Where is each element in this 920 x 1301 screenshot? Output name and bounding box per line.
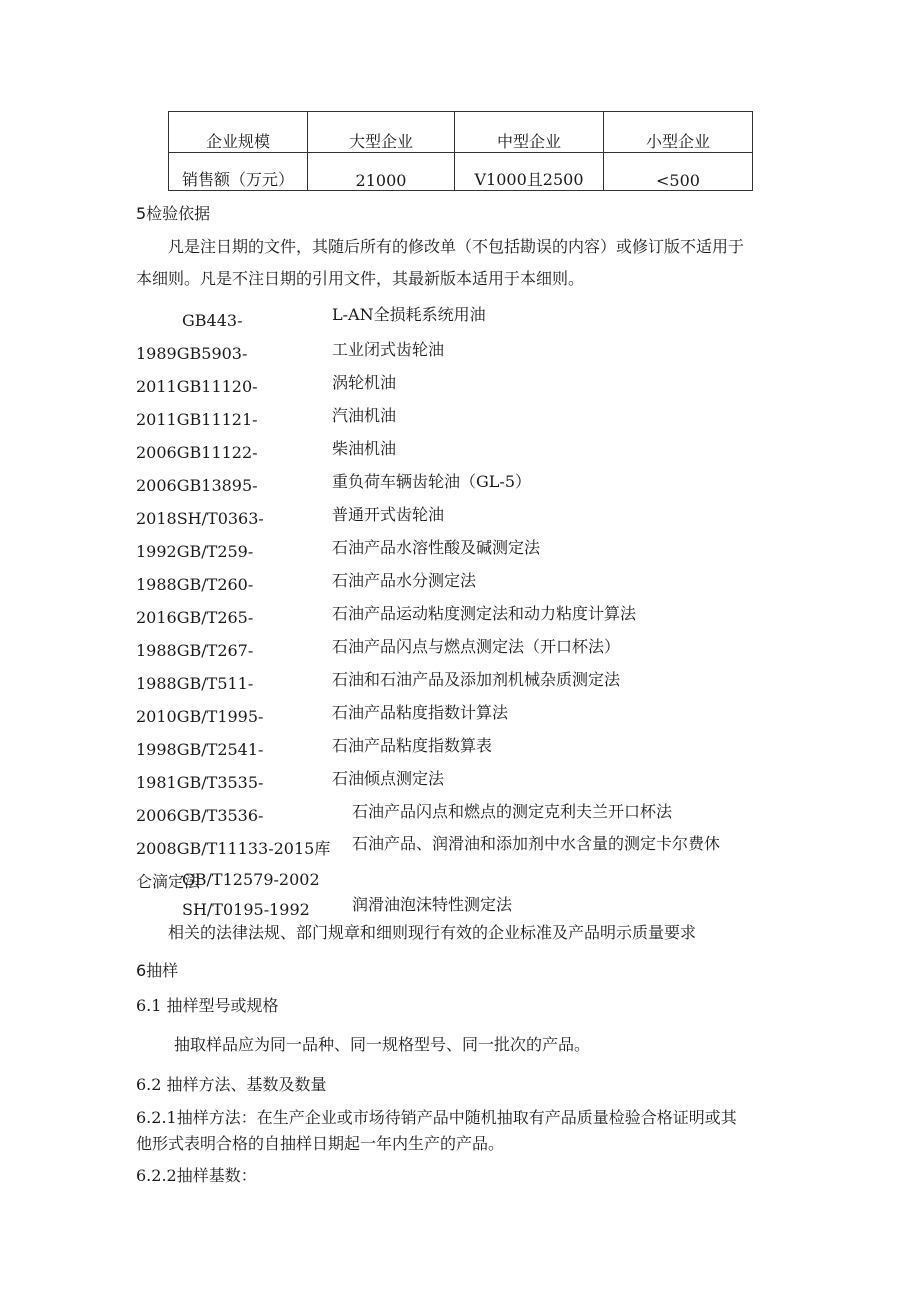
enterprise-scale-table (168, 111, 753, 191)
standard-title: 润滑油泡沫特性测定法 (352, 895, 513, 914)
standard-code: 1998GB/T2541- (136, 740, 264, 759)
standard-title: 柴油机油 (332, 439, 397, 458)
paragraph-line: 本细则。凡是不注日期的引用文件，其最新版本适用于本细则。 (136, 269, 585, 288)
standard-code: 2006GB11122- (136, 443, 258, 462)
standard-code: 1988GB/T511- (136, 674, 254, 693)
section-6-heading: 6抽样 (136, 961, 179, 980)
standard-title: 石油产品水溶性酸及碱测定法 (332, 538, 541, 557)
standard-code: 1989GB5903- (136, 344, 248, 363)
standard-code: 1988GB/T267- (136, 641, 254, 660)
table-cell: V1000且2500 (455, 153, 604, 191)
standard-title: L-AN全损耗系统用油 (332, 305, 486, 324)
standard-title: 石油产品闪点与燃点测定法（开口杯法） (332, 637, 621, 656)
subsection-heading: 6.1 抽样型号或规格 (136, 996, 279, 1015)
paragraph-line: 凡是注日期的文件，其随后所有的修改单（不包括勘误的内容）或修订版不适用于 (168, 237, 745, 256)
subsection-heading: 6.2.2抽样基数： (136, 1166, 257, 1185)
standard-code: 1981GB/T3535- (136, 773, 264, 792)
table-cell: 21000 (308, 153, 455, 191)
standard-title: 石油产品、润滑油和添加剂中水含量的测定卡尔费休 (352, 834, 721, 853)
standard-title: 石油产品粘度指数算表 (332, 736, 493, 755)
standard-code: 2018SH/T0363- (136, 509, 264, 528)
related-requirements: 相关的法律法规、部门规章和细则现行有效的企业标准及产品明示质量要求 (168, 923, 697, 942)
table-header-cell: 大型企业 (308, 112, 455, 153)
standard-title: 石油产品闪点和燃点的测定克利夫兰开口杯法 (352, 802, 673, 821)
standard-code: 2006GB/T3536- (136, 806, 264, 825)
paragraph-line: 他形式表明合格的自抽样日期起一年内生产的产品。 (136, 1134, 505, 1153)
standard-title: 重负荷车辆齿轮油（GL-5） (332, 472, 531, 491)
table-header-cell: 中型企业 (455, 112, 604, 153)
standard-title: 涡轮机油 (332, 373, 397, 392)
standard-code: 2011GB11121- (136, 410, 258, 429)
standard-code: 2010GB/T1995- (136, 707, 264, 726)
standard-title: 石油产品粘度指数计算法 (332, 703, 509, 722)
standard-code: 1992GB/T259- (136, 542, 254, 561)
standard-title: 普通开式齿轮油 (332, 505, 445, 524)
clipped-region (140, 865, 740, 919)
table-header-cell: 小型企业 (604, 112, 753, 153)
standard-title: 石油和石油产品及添加剂机械杂质测定法 (332, 670, 621, 689)
standard-code: 2008GB/T11133-2015库 (136, 839, 331, 858)
standard-code: 2006GB13895- (136, 476, 258, 495)
standard-code: 仑滴定法 (136, 872, 201, 891)
standard-title: 汽油机油 (332, 406, 397, 425)
standard-title: 石油产品运动粘度测定法和动力粘度计算法 (332, 604, 637, 623)
standard-code: GB443- (182, 311, 243, 330)
standard-title: 工业闭式齿轮油 (332, 340, 445, 359)
paragraph-line: 6.2.1抽样方法：在生产企业或市场待销产品中随机抽取有产品质量检验合格证明或其 (136, 1108, 737, 1127)
paragraph-line: 抽取样品应为同一品种、同一规格型号、同一批次的产品。 (174, 1035, 591, 1054)
table-cell: <500 (604, 153, 753, 191)
standard-title: 石油倾点测定法 (332, 769, 445, 788)
standard-code: 2016GB/T265- (136, 608, 254, 627)
standard-code: GB/T12579-2002 (182, 870, 320, 889)
table-cell: 销售额（万元） (169, 153, 308, 191)
table-header-cell: 企业规模 (169, 112, 308, 153)
section-5-heading: 5检验依据 (136, 204, 211, 223)
standard-code: 1988GB/T260- (136, 575, 254, 594)
standard-code: 2011GB11120- (136, 377, 258, 396)
standard-title: 石油产品水分测定法 (332, 571, 477, 590)
standard-code: SH/T0195-1992 (182, 900, 310, 919)
subsection-heading: 6.2 抽样方法、基数及数量 (136, 1075, 327, 1094)
